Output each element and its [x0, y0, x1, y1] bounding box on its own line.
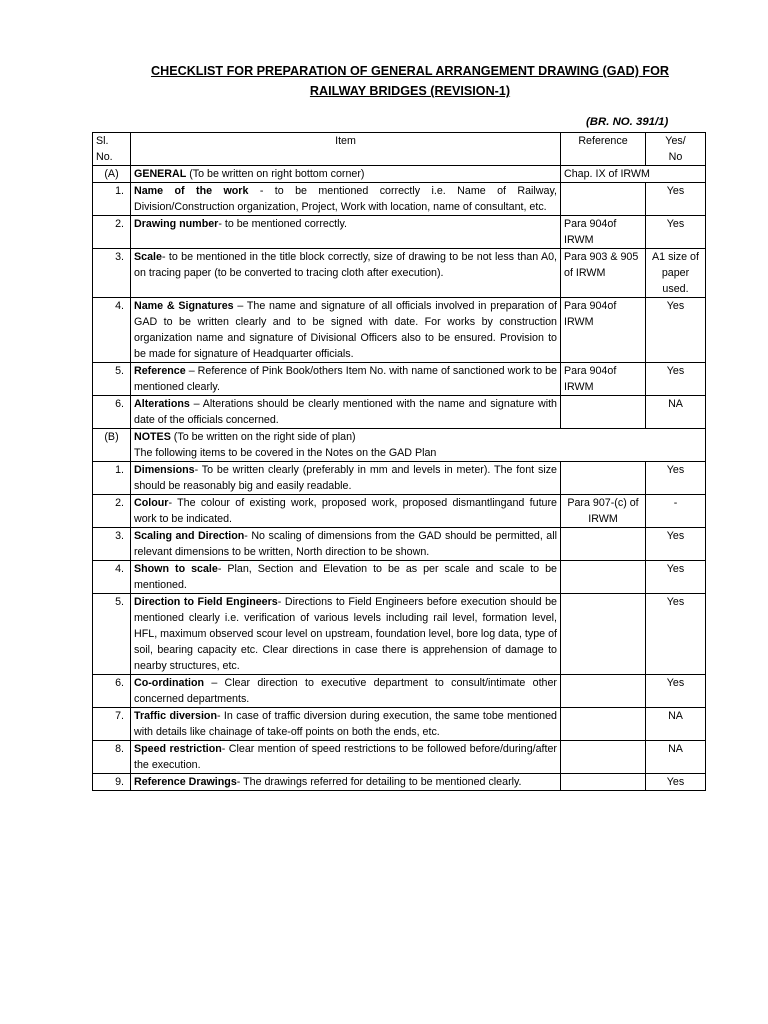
row-item-title: Dimensions	[134, 464, 195, 476]
row-sl-number: 2.	[93, 216, 131, 249]
section-b-row	[93, 429, 706, 462]
header-yes-no: Yes/ No	[646, 133, 706, 166]
row-yes-no: Yes	[646, 675, 706, 708]
table-row	[93, 363, 706, 396]
row-reference	[561, 561, 646, 594]
table-row	[93, 249, 706, 298]
row-item-text: – The name and signature of all officials involved in preparation of GAD to be written clearly and to be signed with date. For works by construction organization name and signature of Divisional Officers also to be ensured. Provision to be made for signature of Headquarter officials.	[134, 300, 557, 360]
row-reference: Para 904of IRWM	[561, 363, 646, 396]
section-b-subtext: The following items to be covered in the Notes on the GAD Plan	[134, 447, 437, 459]
table-row	[93, 675, 706, 708]
table-row	[93, 216, 706, 249]
row-reference	[561, 462, 646, 495]
row-yes-no: Yes	[646, 528, 706, 561]
row-item-title: Alterations	[134, 398, 190, 410]
row-yes-no: Yes	[646, 216, 706, 249]
header-reference: Reference	[561, 133, 646, 166]
row-yes-no: Yes	[646, 462, 706, 495]
row-sl-number: 1.	[93, 462, 131, 495]
row-item	[131, 396, 561, 429]
table-row	[93, 528, 706, 561]
row-item-title: Reference Drawings	[134, 776, 237, 788]
row-item-text: - to be mentioned correctly.	[218, 218, 348, 230]
row-item-text: - In case of traffic diversion during execution, the same tobe mentioned with details like chainage of take-off points on both the ends, etc.	[134, 710, 558, 738]
title-line-1: CHECKLIST FOR PREPARATION OF GENERAL ARRANGEMENT DRAWING (GAD) FOR	[151, 64, 669, 78]
row-reference: Para 903 & 905 of IRWM	[561, 249, 646, 298]
header-item: Item	[131, 133, 561, 166]
row-item	[131, 462, 561, 495]
table-row	[93, 774, 706, 791]
row-reference	[561, 675, 646, 708]
row-item	[131, 495, 561, 528]
row-reference: Para 907-(c) of IRWM	[561, 495, 646, 528]
row-sl-number: 3.	[93, 249, 131, 298]
table-row	[93, 561, 706, 594]
row-item-title: Reference	[134, 365, 186, 377]
row-reference	[561, 774, 646, 791]
row-reference	[561, 708, 646, 741]
row-reference	[561, 741, 646, 774]
title-line-2: RAILWAY BRIDGES (REVISION-1)	[309, 84, 511, 98]
row-item-title: Scale	[134, 251, 162, 263]
row-item-text: - To be written clearly (preferably in mm and levels in meter). The font size should be reasonably big and easily readable.	[134, 464, 557, 492]
table-row	[93, 298, 706, 363]
row-item	[131, 249, 561, 298]
row-sl-number: 4.	[93, 561, 131, 594]
row-item-text: – Alterations should be clearly mentioned with the name and signature with date of the officials concerned.	[134, 398, 557, 426]
row-item-title: Shown to scale	[134, 563, 218, 575]
row-item	[131, 528, 561, 561]
row-item-title: Colour	[134, 497, 169, 509]
row-item-title: Speed restriction	[134, 743, 222, 755]
row-sl-number: 9.	[93, 774, 131, 791]
table-row	[93, 594, 706, 675]
row-sl-number: 4.	[93, 298, 131, 363]
row-sl-number: 8.	[93, 741, 131, 774]
row-item-text: – Clear direction to executive department to consult/intimate other concerned departments.	[134, 677, 557, 705]
row-item	[131, 363, 561, 396]
row-yes-no: NA	[646, 396, 706, 429]
section-a-reference: Chap. IX of IRWM	[561, 166, 706, 183]
row-sl-number: 5.	[93, 363, 131, 396]
row-reference	[561, 183, 646, 216]
table-row	[93, 183, 706, 216]
row-yes-no: NA	[646, 741, 706, 774]
row-sl-number: 5.	[93, 594, 131, 675]
table-row	[93, 708, 706, 741]
row-reference	[561, 594, 646, 675]
row-item-title: Name & Signatures	[134, 300, 234, 312]
row-reference	[561, 396, 646, 429]
row-item-text: - The drawings referred for detailing to be mentioned clearly.	[236, 776, 522, 788]
row-item	[131, 675, 561, 708]
section-b-text: (To be written on the right side of plan)	[170, 431, 356, 443]
section-b-item	[131, 429, 706, 462]
row-item-title: Traffic diversion	[134, 710, 217, 722]
row-reference: Para 904of IRWM	[561, 298, 646, 363]
row-item-text: - Plan, Section and Elevation to be as per scale and scale to be mentioned.	[134, 563, 557, 591]
row-item	[131, 774, 561, 791]
row-sl-number: 2.	[93, 495, 131, 528]
table-row	[93, 462, 706, 495]
row-reference: Para 904of IRWM	[561, 216, 646, 249]
br-number: (BR. NO. 391/1)	[586, 116, 669, 128]
row-item	[131, 216, 561, 249]
row-yes-no: Yes	[646, 183, 706, 216]
table-row	[93, 396, 706, 429]
row-item	[131, 298, 561, 363]
row-yes-no: -	[646, 495, 706, 528]
row-sl-number: 3.	[93, 528, 131, 561]
row-yes-no: Yes	[646, 774, 706, 791]
row-item-title: Co-ordination	[134, 677, 205, 689]
section-b-title: NOTES	[134, 431, 171, 443]
row-reference	[561, 528, 646, 561]
header-row	[93, 133, 706, 166]
row-item-text: - Directions to Field Engineers before execution should be mentioned clearly i.e. verification of various levels including rail level, formation level, HFL, maximum observed scour level on upstream, foundation level, bore log data, type of soil, bearing capacity etc. Clear directions in case there is apprehension of damage to nearby structures, etc.	[134, 596, 557, 672]
row-yes-no: Yes	[646, 594, 706, 675]
row-item-title: Direction to Field Engineers	[134, 596, 278, 608]
row-yes-no: A1 size of paper used.	[646, 249, 706, 298]
row-sl-number: 1.	[93, 183, 131, 216]
row-item	[131, 594, 561, 675]
row-item-text: - Clear mention of speed restrictions to be followed before/during/after the execution.	[134, 743, 557, 771]
row-item	[131, 741, 561, 774]
row-item-text: – Reference of Pink Book/others Item No. with name of sanctioned work to be mentioned clearly.	[134, 365, 557, 393]
row-item-title: Scaling and Direction	[134, 530, 245, 542]
checklist-table	[92, 132, 706, 791]
row-yes-no: Yes	[646, 363, 706, 396]
row-item-title: Drawing number	[134, 218, 219, 230]
row-item	[131, 708, 561, 741]
section-a-sl: (A)	[93, 166, 131, 183]
row-yes-no: NA	[646, 708, 706, 741]
section-b-sl: (B)	[93, 429, 131, 462]
header-sl: Sl. No.	[93, 133, 131, 166]
row-yes-no: Yes	[646, 298, 706, 363]
row-sl-number: 7.	[93, 708, 131, 741]
section-a-row	[93, 166, 706, 183]
row-yes-no: Yes	[646, 561, 706, 594]
row-item-text: - No scaling of dimensions from the GAD should be permitted, all relevant dimensions to be written, North direction to be shown.	[134, 530, 557, 558]
document-title	[0, 61, 768, 101]
row-item-text: - to be mentioned in the title block correctly, size of drawing to be not less than A0, on tracing paper (to be converted to tracing cloth after execution).	[134, 251, 557, 279]
row-sl-number: 6.	[93, 675, 131, 708]
table-row	[93, 741, 706, 774]
section-a-item: GENERAL (To be written on right bottom corner)	[131, 166, 561, 183]
row-item	[131, 183, 561, 216]
table-row	[93, 495, 706, 528]
row-item	[131, 561, 561, 594]
row-item-title: Name of the work	[134, 185, 249, 197]
row-item-text: - The colour of existing work, proposed work, proposed dismantlingand future work to be indicated.	[134, 497, 557, 525]
row-item-text: - to be mentioned correctly i.e. Name of Railway, Division/Construction organization, Project, Work with location, name of consultant, etc.	[134, 185, 557, 213]
row-sl-number: 6.	[93, 396, 131, 429]
